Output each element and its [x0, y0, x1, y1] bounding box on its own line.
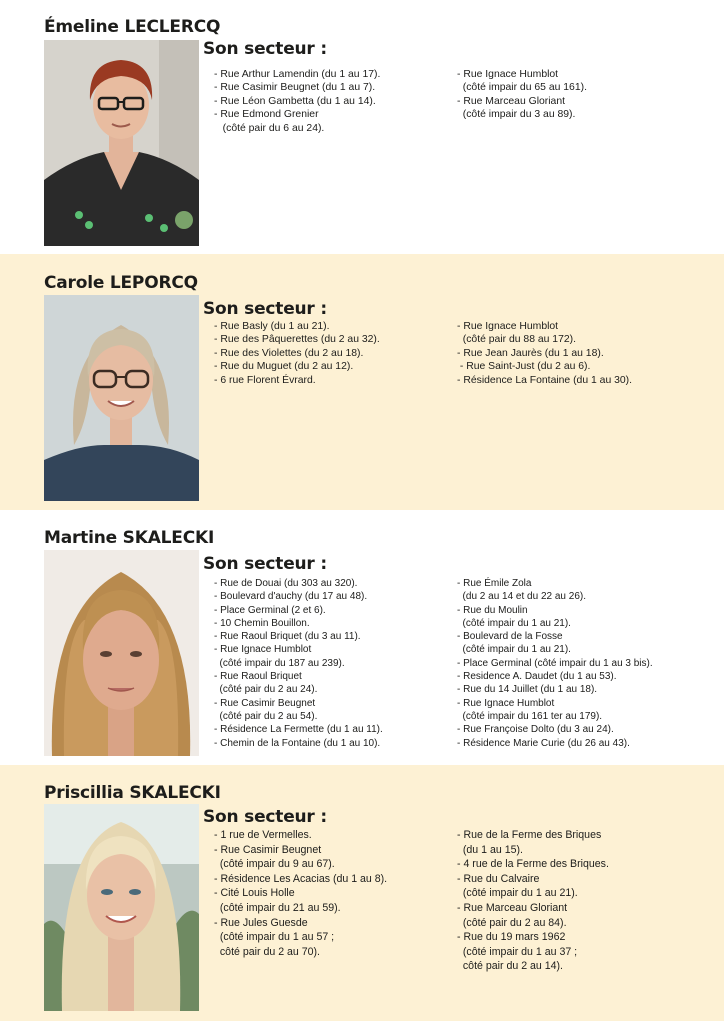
- person-card: [0, 0, 724, 254]
- list-item: (côté impair du 1 au 21).: [457, 644, 571, 656]
- portrait-photo: [44, 40, 199, 246]
- list-item: - Rue Marceau Gloriant: [457, 901, 568, 914]
- list-item: - Rue des Violettes (du 2 au 18).: [214, 347, 364, 359]
- list-item: - Place Germinal (2 et 6).: [214, 604, 326, 616]
- street-list-left: [214, 828, 387, 959]
- person-card: [0, 510, 724, 765]
- list-item: (côté impair du 1 au 37 ;: [457, 945, 578, 958]
- list-item: (côté impair du 1 au 21).: [457, 617, 571, 629]
- sector-title: Son secteur :: [203, 807, 327, 827]
- list-item: - Rue Jules Guesde: [214, 916, 308, 929]
- list-item: - Rue Léon Gambetta (du 1 au 14).: [214, 95, 376, 107]
- list-item: - Rue Ignace Humblot: [214, 644, 312, 656]
- list-item: (côté pair du 6 au 24).: [214, 122, 325, 134]
- list-item: - Rue du Moulin: [457, 604, 528, 616]
- list-item: (côté pair du 2 au 84).: [457, 916, 567, 929]
- street-list-right: [457, 68, 587, 122]
- list-item: - Rue Casimir Beugnet: [214, 697, 316, 709]
- list-item: - Rue des Pâquerettes (du 2 au 32).: [214, 334, 380, 346]
- list-item: (côté impair du 187 au 239).: [214, 657, 345, 669]
- list-item: (du 1 au 15).: [457, 843, 523, 856]
- list-item: - Rue Edmond Grenier: [214, 109, 319, 121]
- street-list-left: [214, 320, 380, 387]
- list-item: - Rue de la Ferme des Briques: [457, 829, 602, 841]
- list-item: - Boulevard de la Fosse: [457, 631, 563, 643]
- person-name: Martine SKALECKI: [44, 528, 215, 548]
- list-item: - Rue Ignace Humblot: [457, 697, 555, 709]
- list-item: - Rue Émile Zola: [457, 578, 532, 589]
- list-item: - Rue Françoise Dolto (du 3 au 24).: [457, 724, 614, 736]
- street-list-left: [214, 577, 383, 750]
- person-name: Émeline LECLERCQ: [44, 17, 221, 37]
- list-item: - Cité Louis Holle: [214, 887, 295, 900]
- list-item: (côté impair du 21 au 59).: [214, 901, 341, 914]
- list-item: (côté impair du 1 au 21).: [457, 887, 578, 900]
- list-item: - Rue du 14 Juillet (du 1 au 18).: [457, 684, 598, 696]
- list-item: (côté impair du 65 au 161).: [457, 82, 587, 94]
- list-item: - Rue Basly (du 1 au 21).: [214, 321, 330, 332]
- list-item: (côté impair du 161 ter au 179).: [457, 710, 603, 722]
- portrait-photo: [44, 295, 199, 501]
- street-list-right: [457, 320, 632, 387]
- list-item: - Rue Jean Jaurès (du 1 au 18).: [457, 347, 604, 359]
- list-item: - Rue du Calvaire: [457, 872, 540, 885]
- sector-title: Son secteur :: [203, 299, 327, 319]
- list-item: - Rue Raoul Briquet: [214, 671, 302, 683]
- list-item: (du 2 au 14 et du 22 au 26).: [457, 591, 586, 603]
- sector-title: Son secteur :: [203, 554, 327, 574]
- list-item: - Rue Marceau Gloriant: [457, 95, 565, 107]
- list-item: (côté impair du 1 au 57 ;: [214, 931, 335, 944]
- list-item: (côté pair du 88 au 172).: [457, 334, 576, 346]
- list-item: - Place Germinal (côté impair du 1 au 3 bis).: [457, 657, 653, 669]
- list-item: - Résidence Marie Curie (du 26 au 43).: [457, 737, 630, 749]
- list-item: - Rue Casimir Beugnet: [214, 843, 322, 856]
- list-item: - 1 rue de Vermelles.: [214, 829, 312, 841]
- list-item: - Résidence La Fermette (du 1 au 11).: [214, 724, 383, 736]
- list-item: côté pair du 2 au 70).: [214, 945, 321, 958]
- person-card: [0, 254, 724, 510]
- street-list-left: [214, 68, 380, 135]
- list-item: (côté impair du 3 au 89).: [457, 109, 576, 121]
- list-item: - Chemin de la Fontaine (du 1 au 10).: [214, 737, 381, 749]
- list-item: - Rue Raoul Briquet (du 3 au 11).: [214, 631, 361, 643]
- person-name: Carole LEPORCQ: [44, 273, 198, 293]
- list-item: - Rue de Douai (du 303 au 320).: [214, 578, 358, 589]
- list-item: côté pair du 2 au 14).: [457, 960, 564, 973]
- list-item: - Rue Ignace Humblot: [457, 69, 559, 80]
- person-card: [0, 765, 724, 1021]
- portrait-photo: [44, 804, 199, 1011]
- list-item: - Rue du 19 mars 1962: [457, 931, 566, 944]
- sector-title: Son secteur :: [203, 39, 327, 59]
- list-item: - Rue Ignace Humblot: [457, 321, 559, 332]
- list-item: - Résidence La Fontaine (du 1 au 30).: [457, 374, 633, 386]
- list-item: - Résidence Les Acacias (du 1 au 8).: [214, 872, 388, 885]
- list-item: - Residence A. Daudet (du 1 au 53).: [457, 671, 617, 683]
- person-name: Priscillia SKALECKI: [44, 783, 221, 803]
- list-item: - 4 rue de la Ferme des Briques.: [457, 858, 609, 871]
- list-item: - Boulevard d'auchy (du 17 au 48).: [214, 591, 368, 603]
- list-item: - Rue Casimir Beugnet (du 1 au 7).: [214, 82, 376, 94]
- street-list-right: [457, 828, 609, 974]
- list-item: (côté pair du 2 au 24).: [214, 684, 318, 696]
- list-item: - 10 Chemin Bouillon.: [214, 617, 310, 629]
- list-item: - 6 rue Florent Évrard.: [214, 374, 316, 386]
- list-item: (côté impair du 9 au 67).: [214, 858, 335, 871]
- list-item: - Rue Saint-Just (du 2 au 6).: [457, 361, 591, 373]
- list-item: - Rue Arthur Lamendin (du 1 au 17).: [214, 69, 381, 80]
- street-list-right: [457, 577, 653, 750]
- portrait-photo: [44, 550, 199, 756]
- list-item: - Rue du Muguet (du 2 au 12).: [214, 361, 354, 373]
- list-item: (côté pair du 2 au 54).: [214, 710, 318, 722]
